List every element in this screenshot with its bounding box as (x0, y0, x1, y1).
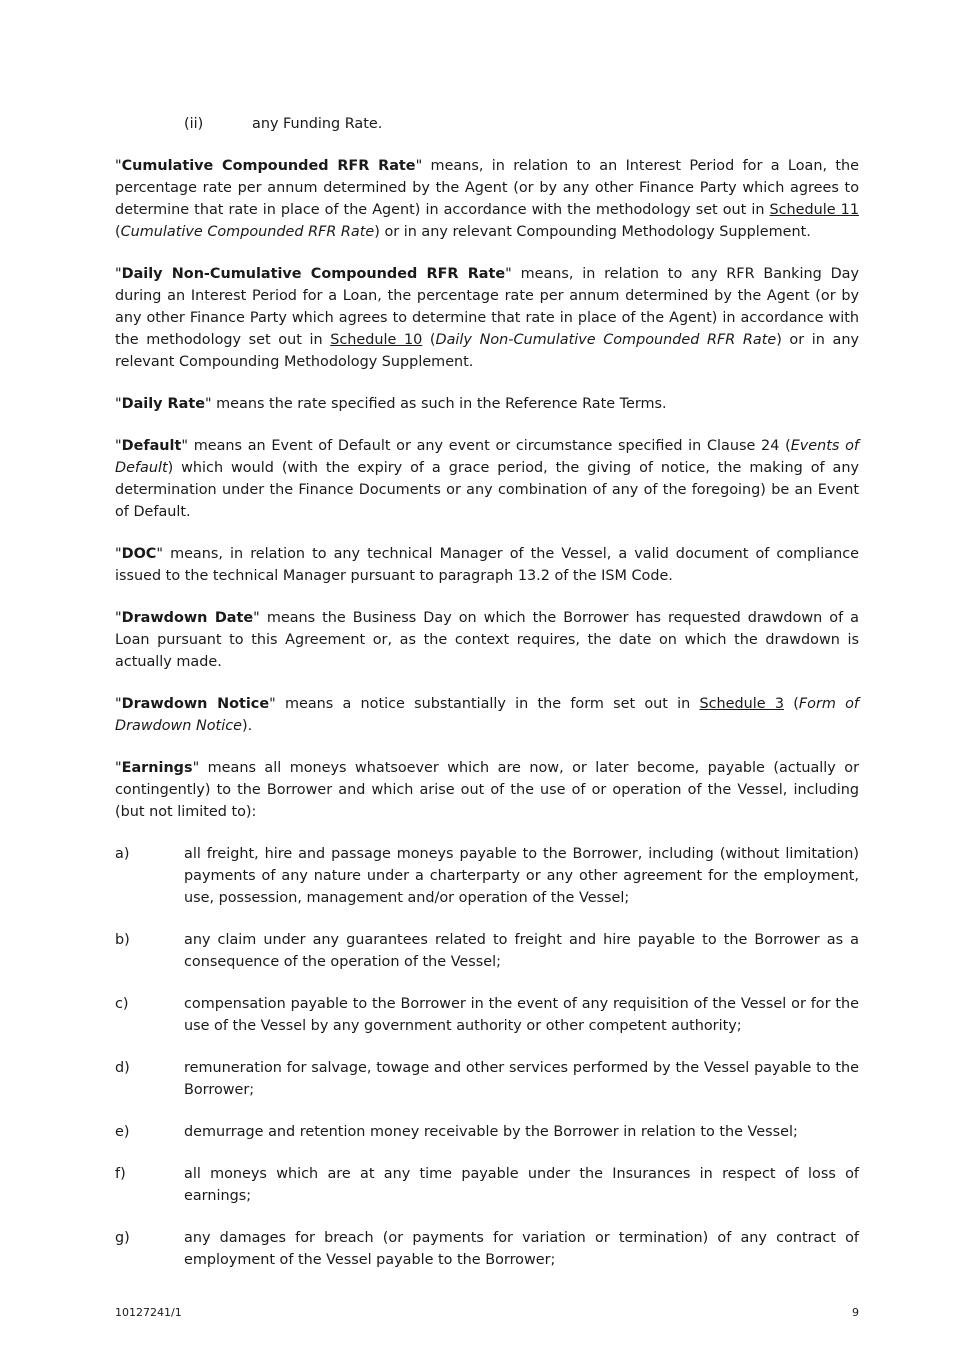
list-item (184, 113, 859, 135)
item-label: b) (115, 932, 130, 948)
definition-daily-non-cumulative-compounded-rfr-rate: "Daily Non-Cumulative Compounded RFR Rate" means, in relation to any RFR Banking Day during an Interest Period for a Loan, the percentage rate per annum determined by the Agent (or by any other Finance Party which agrees to determine that rate in place of the Agent) in accordance with the methodology set out in Schedule 10 (Daily Non-Cumulative Compounded RFR Rate) or in any relevant Compounding Methodology Supplement. (115, 266, 859, 370)
item-label: c) (115, 996, 129, 1012)
item-text: any claim under any guarantees related to freight and hire payable to the Borrower as a consequence of the operation of the Vessel; (184, 932, 859, 970)
item-text: all freight, hire and passage moneys payable to the Borrower, including (without limitation) payments of any nature under a charterparty or any other agreement for the employment, use, possession, management and/or operation of the Vessel; (184, 846, 859, 906)
defined-term: Cumulative Compounded RFR Rate (121, 158, 416, 174)
list-item (115, 1227, 859, 1271)
definition-daily-rate: "Daily Rate" means the rate specified as such in the Reference Rate Terms. (115, 396, 667, 412)
defined-term: Daily Rate (121, 396, 205, 412)
schedule-reference: Schedule 3 (699, 696, 785, 712)
list-item (115, 1163, 859, 1207)
item-text: any Funding Rate. (252, 116, 383, 132)
definition-drawdown-date: "Drawdown Date" means the Business Day on which the Borrower has requested drawdown of a Loan pursuant to this Agreement or, as the context requires, the date on which the drawdown is actually made. (115, 610, 859, 670)
defined-term: Earnings (121, 760, 193, 776)
item-text: all moneys which are at any time payable under the Insurances in respect of loss of earnings; (184, 1166, 859, 1204)
schedule-reference: Schedule 10 (330, 332, 423, 348)
defined-term: Drawdown Notice (121, 696, 270, 712)
item-label: f) (115, 1166, 126, 1182)
item-label: g) (115, 1230, 130, 1246)
definition-drawdown-notice: "Drawdown Notice" means a notice substantially in the form set out in Schedule 3 (Form of Drawdown Notice). (115, 696, 859, 734)
list-item (115, 1057, 859, 1101)
defined-term: DOC (121, 546, 157, 562)
item-text: remuneration for salvage, towage and other services performed by the Vessel payable to the Borrower; (184, 1060, 859, 1098)
document-reference: 10127241/1 (115, 1306, 182, 1319)
item-text: demurrage and retention money receivable by the Borrower in relation to the Vessel; (184, 1124, 798, 1140)
defined-term: Daily Non-Cumulative Compounded RFR Rate (121, 266, 506, 282)
definition-cumulative-compounded-rfr-rate: "Cumulative Compounded RFR Rate" means, in relation to an Interest Period for a Loan, the percentage rate per annum determined by the Agent (or by any other Finance Party which agrees to determine that rate in place of the Agent) in accordance with the methodology set out in Schedule 11 (Cumulative Compounded RFR Rate) or in any relevant Compounding Methodology Supplement. (115, 158, 859, 240)
definition-doc: "DOC" means, in relation to any technical Manager of the Vessel, a valid document of compliance issued to the technical Manager pursuant to paragraph 13.2 of the ISM Code. (115, 546, 859, 584)
item-text: compensation payable to the Borrower in the event of any requisition of the Vessel or for the use of the Vessel by any government authority or other competent authority; (184, 996, 859, 1034)
definition-default: "Default" means an Event of Default or any event or circumstance specified in Clause 24 (Events of Default) which would (with the expiry of a grace period, the giving of notice, the making of any determination under the Finance Documents or any combination of any of the foregoing) be an Event of Default. (115, 438, 859, 520)
defined-term: Drawdown Date (121, 610, 254, 626)
item-label: d) (115, 1060, 130, 1076)
page-number: 9 (852, 1306, 859, 1319)
item-text: any damages for breach (or payments for variation or termination) of any contract of employment of the Vessel payable to the Borrower; (184, 1230, 859, 1268)
schedule-reference: Schedule 11 (769, 202, 859, 218)
list-item (115, 929, 859, 973)
list-item (115, 1121, 859, 1143)
page-footer (115, 1302, 859, 1324)
definition-earnings: "Earnings" means all moneys whatsoever which are now, or later become, payable (actually or contingently) to the Borrower and which arise out of the use of or operation of the Vessel, including (but not limited to): (115, 760, 859, 820)
document-body (115, 113, 859, 1291)
item-label: a) (115, 846, 130, 862)
item-label: e) (115, 1124, 130, 1140)
defined-term: Default (121, 438, 182, 454)
list-item (115, 993, 859, 1037)
list-item (115, 843, 859, 909)
item-label: (ii) (184, 116, 204, 132)
